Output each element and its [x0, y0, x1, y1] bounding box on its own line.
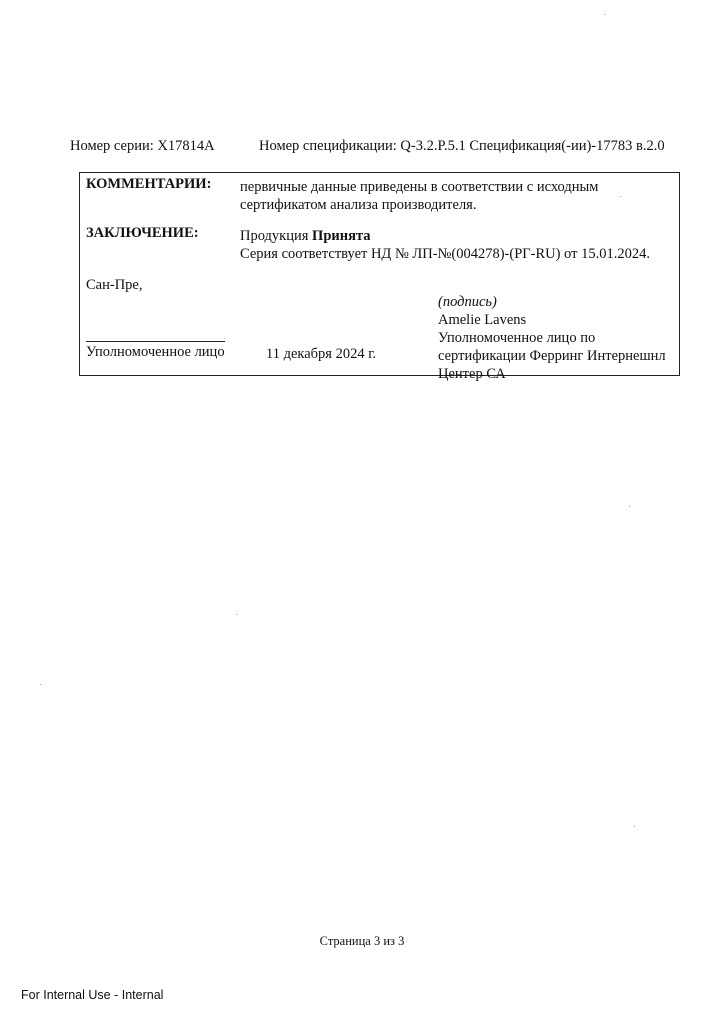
- comments-line-2: сертификатом анализа производителя.: [240, 197, 477, 213]
- signature-caption: Уполномоченное лицо: [86, 344, 225, 360]
- page-number: Страница 3 из 3: [319, 934, 405, 948]
- scan-speck: [40, 684, 41, 685]
- signatory-role-line-1: Уполномоченное лицо по: [438, 330, 596, 346]
- scan-speck: [634, 826, 635, 827]
- specification-number: Номер спецификации: Q-3.2.P.5.1 Спецификация(-ии)-17783 в.2.0: [259, 138, 665, 154]
- scan-speck: [629, 506, 630, 507]
- scan-speck: [604, 14, 605, 15]
- comments-text: [240, 178, 598, 214]
- scan-speck: [236, 614, 237, 615]
- conclusion-line-2: Серия соответствует НД № ЛП-№(004278)-(РГ-RU) от 15.01.2024.: [240, 246, 650, 262]
- signature-line: [86, 341, 225, 342]
- signature-date: 11 декабря 2024 г.: [266, 346, 377, 362]
- product-prefix: Продукция: [240, 228, 313, 244]
- signature-note: (подпись): [438, 294, 497, 310]
- conclusion-line-1: [240, 227, 650, 245]
- comments-label: КОММЕНТАРИИ:: [86, 176, 212, 192]
- conclusion-label: ЗАКЛЮЧЕНИЕ:: [86, 225, 199, 241]
- batch-number: Номер серии: X17814A: [70, 138, 215, 154]
- signatory-role-line-2: сертификации Ферринг Интернешнл: [438, 348, 666, 364]
- classification-label: For Internal Use - Internal: [21, 988, 164, 1002]
- conclusion-text: [240, 227, 650, 263]
- comments-line-1: первичные данные приведены в соответствии с исходным: [240, 179, 599, 195]
- signing-place: Сан-Пре,: [86, 277, 143, 293]
- scan-speck: [620, 196, 621, 197]
- signatory-name: Amelie Lavens: [438, 312, 527, 328]
- product-status: Принята: [312, 228, 371, 244]
- signatory-role-line-3: Центер СА: [438, 366, 506, 382]
